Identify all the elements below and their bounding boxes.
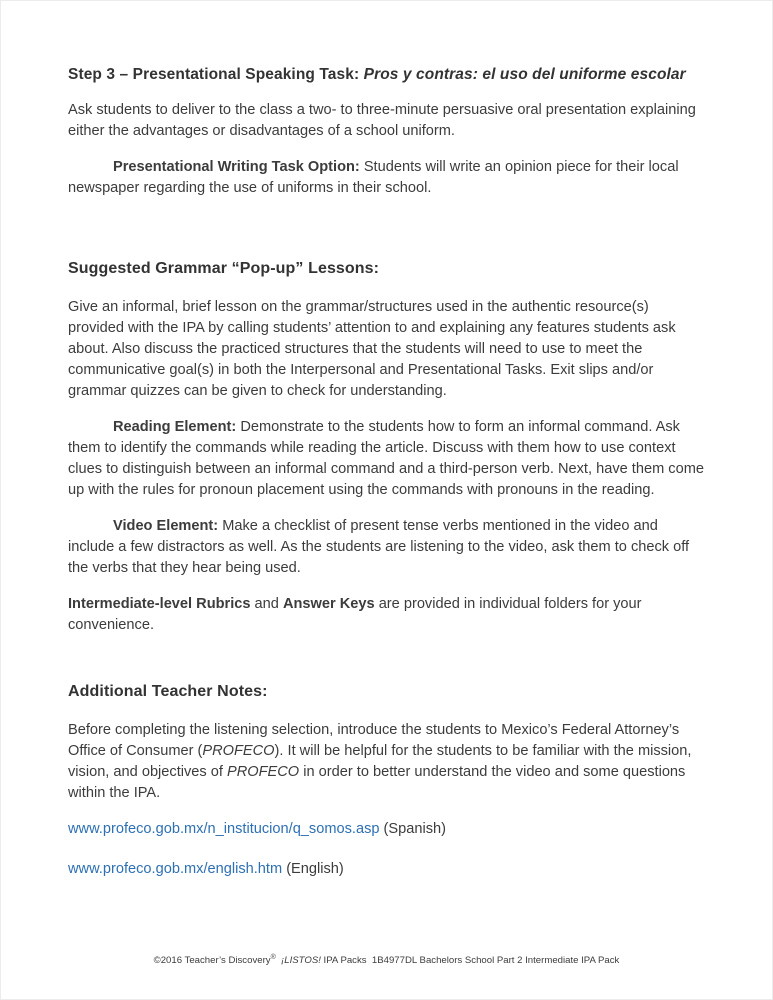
profeco-spanish-link[interactable]: www.profeco.gob.mx/n_institucion/q_somos.asp [68, 821, 380, 837]
profeco-english-link-line [68, 859, 706, 880]
grammar-section-heading: Suggested Grammar “Pop-up” Lessons: [68, 260, 380, 277]
footer-registered-mark: ® [270, 953, 276, 961]
writing-option-text: Students will write an opinion piece for their local newspaper regarding the use of uniforms in their school. [68, 159, 679, 196]
page-content [1, 1, 772, 880]
teacher-notes-paragraph [68, 720, 706, 804]
answer-keys-label: Answer Keys [282, 596, 375, 612]
rubrics-label: Intermediate-level Rubrics [68, 596, 251, 612]
profeco-spanish-link-line [68, 819, 706, 840]
reading-element-label: Reading Element: [113, 419, 241, 435]
writing-option-paragraph [68, 157, 706, 199]
notes-text-2: ). It will be helpful for the students to be familiar with the mission, vision, and objectives of [68, 743, 692, 780]
profeco-english-link-language: (English) [282, 861, 344, 877]
profeco-spanish-link-language: (Spanish) [379, 821, 447, 837]
video-element-text: Make a checklist of present tense verbs mentioned in the video and include a few distractors as well. As the students are listening to the video, ask them to check off the verbs that they hear being used. [68, 518, 690, 576]
profeco-italic-1: PROFECO [202, 743, 275, 759]
reading-element-text: Demonstrate to the students how to form an informal command. Ask them to identify the commands while reading the article. Discuss with them how to use context clues to distinguish between an informal command and a third-person verb. Next, have them come up with the rules for pronoun placement using the commands with pronouns in the reading. [68, 419, 704, 498]
rubrics-tail-text: are provided in individual folders for your convenience. [68, 596, 642, 633]
notes-text-1: Before completing the listening selection, introduce the students to Mexico’s Federal Attorney’s Office of Consumer ( [68, 722, 680, 759]
footer-listos-brand: ¡LISTOS! [275, 955, 321, 966]
rubrics-paragraph [68, 594, 706, 636]
writing-option-label: Presentational Writing Task Option: [113, 159, 364, 175]
grammar-intro-paragraph: Give an informal, brief lesson on the grammar/structures used in the authentic resource(s) provided with the IPA by calling students’ attention to and explaining any features students ask about. Also discuss the practiced structures that the students will need to use to meet the communicative goal(s) in both the Interpersonal and Presentational Tasks. Exit slips and/or grammar quizzes can be given to check for understanding. [68, 299, 676, 399]
page-footer [1, 955, 772, 967]
footer-copyright: ©2016 Teacher’s Discovery [153, 955, 271, 966]
step3-heading-spanish-title: Pros y contras: el uso del uniforme escolar [363, 66, 686, 83]
reading-element-paragraph [68, 417, 706, 501]
notes-text-3: in order to better understand the video and some questions within the IPA. [68, 764, 686, 801]
profeco-english-link[interactable]: www.profeco.gob.mx/english.htm [68, 861, 283, 877]
rubrics-and-text: and [250, 596, 283, 612]
footer-product-info: IPA Packs 1B4977DL Bachelors School Part 2 Intermediate IPA Pack [320, 955, 620, 966]
step3-heading [68, 65, 706, 85]
video-element-label: Video Element: [113, 518, 223, 534]
video-element-paragraph [68, 516, 706, 579]
speaking-task-paragraph: Ask students to deliver to the class a two- to three-minute persuasive oral presentation explaining either the advantages or disadvantages of a school uniform. [68, 102, 696, 139]
teacher-notes-heading: Additional Teacher Notes: [68, 683, 268, 700]
profeco-italic-2: PROFECO [227, 764, 300, 780]
step3-heading-task-label: Step 3 – Presentational Speaking Task: [68, 66, 364, 83]
